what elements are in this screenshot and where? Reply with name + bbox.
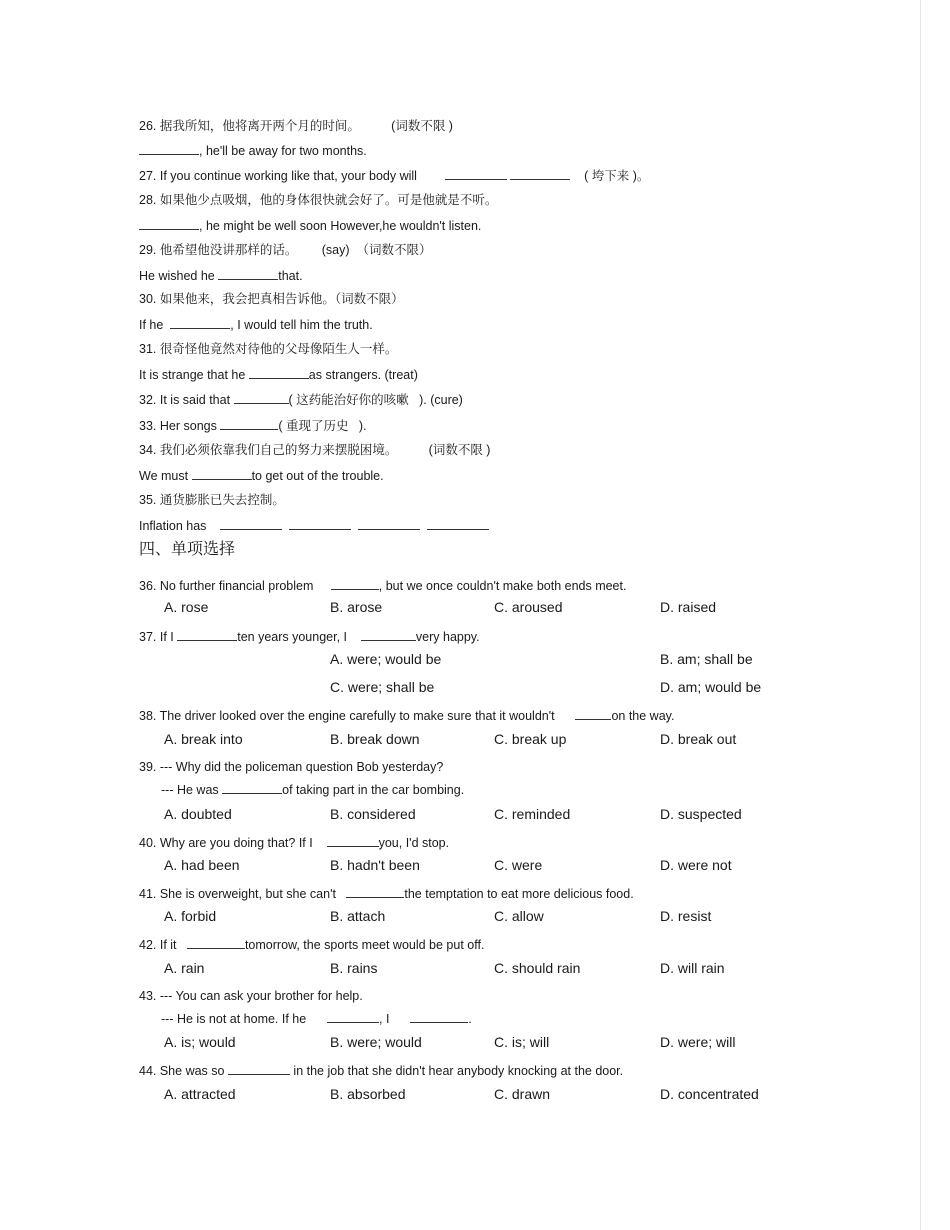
q-num: 33. [139, 419, 157, 433]
question-30-en [139, 316, 373, 333]
mcq-39-stem-line2 [161, 781, 464, 798]
q-text: 42. If it [139, 938, 180, 952]
option-b[interactable]: B. absorbed [330, 1086, 406, 1102]
q-text: , I would tell him the truth. [230, 318, 373, 332]
q-hint: (词数不限 ) [391, 119, 453, 133]
question-34-cn [139, 442, 490, 458]
q-text: We must [139, 469, 192, 483]
answer-blank[interactable] [234, 391, 289, 404]
mcq-37-stem [139, 628, 480, 645]
q-text: ten years younger, I [237, 630, 351, 644]
q-hint: (词数不限 ) [428, 443, 491, 457]
q-text: It is strange that he [139, 368, 249, 382]
answer-blank[interactable] [410, 1010, 468, 1023]
answer-blank[interactable] [249, 366, 309, 379]
question-28-cn [139, 192, 497, 208]
question-34-en [139, 467, 384, 484]
answer-blank[interactable] [427, 517, 489, 530]
option-d[interactable]: D. am; would be [660, 679, 762, 695]
q-text: 很奇怪他竟然对待他的父母像陌生人一样。 [159, 342, 398, 356]
q-text: He wished he [139, 269, 219, 283]
option-c[interactable]: C. reminded [494, 806, 571, 822]
option-d[interactable]: D. break out [660, 731, 737, 747]
q-num: 29. [139, 243, 157, 257]
option-d[interactable]: D. were not [660, 857, 732, 873]
answer-blank[interactable] [361, 628, 416, 641]
q-text: as strangers. (treat) [308, 368, 418, 382]
question-31-en [139, 366, 418, 383]
option-d[interactable]: D. will rain [660, 960, 725, 976]
answer-blank[interactable] [358, 517, 420, 530]
answer-blank[interactable] [139, 142, 199, 155]
option-b[interactable]: B. arose [330, 599, 383, 615]
option-d[interactable]: D. resist [660, 908, 712, 924]
option-b[interactable]: B. considered [330, 806, 416, 822]
section-heading: 四、单项选择 [139, 539, 236, 558]
question-29-en [139, 267, 303, 284]
answer-blank[interactable] [327, 1010, 379, 1023]
option-c[interactable]: C. break up [494, 731, 567, 747]
q-text: Her songs [159, 419, 221, 433]
option-c[interactable]: C. is; will [494, 1034, 550, 1050]
mcq-38-stem [139, 707, 674, 724]
q-num: 32. [139, 393, 157, 407]
q-text: 38. The driver looked over the engine carefully to make sure that it wouldn't [139, 709, 559, 723]
answer-blank[interactable] [187, 936, 245, 949]
q-text: ). (cure) [419, 393, 463, 407]
q-text: , but we once couldn't make both ends meet. [378, 579, 627, 593]
answer-blank[interactable] [228, 1062, 290, 1075]
question-31-cn [139, 341, 397, 357]
answer-blank[interactable] [220, 417, 278, 430]
q-num: 35. [139, 493, 157, 507]
q-text: to get out of the trouble. [251, 469, 384, 483]
option-c[interactable]: C. should rain [494, 960, 581, 976]
option-b[interactable]: B. rains [330, 960, 378, 976]
q-text: 37. If I [139, 630, 178, 644]
q-text: 如果他少点吸烟，他的身体很快就会好了。可是他就是不听。 [159, 193, 498, 207]
option-b[interactable]: B. am; shall be [660, 651, 753, 667]
q-num: 28. [139, 193, 157, 207]
question-26-en [139, 142, 367, 159]
option-d[interactable]: D. concentrated [660, 1086, 759, 1102]
q-text: the temptation to eat more delicious food. [404, 887, 634, 901]
question-35-en [139, 517, 489, 534]
q-text: on the way. [611, 709, 675, 723]
q-text: --- He was [161, 783, 223, 797]
option-d[interactable]: D. were; will [660, 1034, 736, 1050]
answer-blank[interactable] [289, 517, 351, 530]
option-a[interactable]: A. break into [164, 731, 243, 747]
question-35-cn [139, 492, 285, 508]
q-text: 43. --- You can ask your brother for help. [139, 989, 363, 1003]
answer-blank[interactable] [510, 167, 570, 180]
answer-blank[interactable] [327, 834, 379, 847]
option-a[interactable]: A. had been [164, 857, 240, 873]
q-text: that. [278, 269, 303, 283]
q-text: ). [358, 419, 367, 433]
option-a[interactable]: A. is; would [164, 1034, 236, 1050]
answer-blank[interactable] [575, 707, 611, 720]
answer-blank[interactable] [346, 885, 404, 898]
q-hint: ( 重现了历史 [278, 419, 349, 433]
q-num: 26. [139, 119, 157, 133]
answer-blank[interactable] [220, 517, 282, 530]
question-26-cn [139, 118, 453, 134]
option-b[interactable]: B. hadn't been [330, 857, 420, 873]
option-c[interactable]: C. were [494, 857, 543, 873]
q-text: in the job that she didn't hear anybody knocking at the door. [289, 1064, 624, 1078]
q-num: 34. [139, 443, 157, 457]
q-text: --- He is not at home. If he [161, 1012, 310, 1026]
mcq-43-stem-line2 [161, 1010, 472, 1027]
q-text: 40. Why are you doing that? If I [139, 836, 317, 850]
option-c[interactable]: C. drawn [494, 1086, 551, 1102]
q-text: , he might be well soon However,he wouldn't listen. [199, 219, 482, 233]
option-b[interactable]: B. were; would [330, 1034, 422, 1050]
option-a[interactable]: A. rain [164, 960, 205, 976]
answer-blank[interactable] [139, 217, 199, 230]
answer-blank[interactable] [192, 467, 252, 480]
option-a[interactable]: A. attracted [164, 1086, 236, 1102]
question-33 [139, 417, 367, 434]
option-c[interactable]: C. were; shall be [330, 679, 435, 695]
q-text: 据我所知，他将离开两个月的时间。 [159, 119, 360, 133]
answer-blank[interactable] [331, 577, 379, 590]
answer-blank[interactable] [177, 628, 237, 641]
mcq-41-stem [139, 885, 634, 902]
q-text: If you continue working like that, your body will [159, 169, 417, 183]
q-text: 44. She was so [139, 1064, 228, 1078]
mcq-42-stem [139, 936, 484, 953]
answer-blank[interactable] [170, 316, 230, 329]
q-hint: ( 垮下来 )。 [584, 169, 650, 183]
answer-blank[interactable] [218, 267, 278, 280]
mcq-44-stem [139, 1062, 623, 1079]
option-a[interactable]: A. were; would be [330, 651, 442, 667]
question-28-en [139, 217, 481, 234]
option-a[interactable]: A. forbid [164, 908, 217, 924]
page-edge [920, 0, 921, 1230]
answer-blank[interactable] [445, 167, 507, 180]
option-b[interactable]: B. attach [330, 908, 386, 924]
question-29-cn [139, 242, 431, 258]
mcq-36-stem [139, 577, 626, 594]
mcq-43-stem [139, 988, 363, 1004]
q-text: It is said that [159, 393, 234, 407]
q-text: 如果他来，我会把真相告诉他。（词数不限） [159, 292, 404, 306]
q-text: very happy. [415, 630, 480, 644]
question-27 [139, 167, 649, 184]
q-num: 31. [139, 342, 157, 356]
option-b[interactable]: B. break down [330, 731, 420, 747]
option-d[interactable]: D. raised [660, 599, 717, 615]
mcq-39-stem [139, 759, 443, 775]
option-c[interactable]: C. allow [494, 908, 544, 924]
option-a[interactable]: A. doubted [164, 806, 232, 822]
q-text: you, I'd stop. [378, 836, 450, 850]
q-text: 通货膨胀已失去控制。 [159, 493, 285, 507]
q-text: , I [379, 1012, 393, 1026]
q-text: If he [139, 318, 167, 332]
q-text: 39. --- Why did the policeman question Bob yesterday? [139, 760, 444, 774]
question-30-cn [139, 291, 404, 307]
q-text: 我们必须依靠我们自己的努力来摆脱困境。 [159, 443, 398, 457]
q-text: , he'll be away for two months. [199, 144, 367, 158]
q-num: 27. [139, 169, 157, 183]
option-c[interactable]: C. aroused [494, 599, 563, 615]
answer-blank[interactable] [222, 781, 282, 794]
mcq-40-stem [139, 834, 449, 851]
q-text: 36. No further financial problem [139, 579, 317, 593]
q-text: Inflation has [139, 519, 210, 533]
q-text: tomorrow, the sports meet would be put off. [244, 938, 485, 952]
q-word: (say) [321, 243, 350, 257]
q-text: . [468, 1012, 472, 1026]
q-hint: ( 这药能治好你的咳嗽 [288, 393, 409, 407]
q-text: 41. She is overweight, but she can't [139, 887, 340, 901]
q-text: 他希望他没讲那样的话。 [159, 243, 298, 257]
q-hint: （词数不限） [356, 243, 432, 257]
option-d[interactable]: D. suspected [660, 806, 742, 822]
q-num: 30. [139, 292, 157, 306]
option-a[interactable]: A. rose [164, 599, 209, 615]
question-32 [139, 391, 463, 408]
q-text: of taking part in the car bombing. [282, 783, 465, 797]
